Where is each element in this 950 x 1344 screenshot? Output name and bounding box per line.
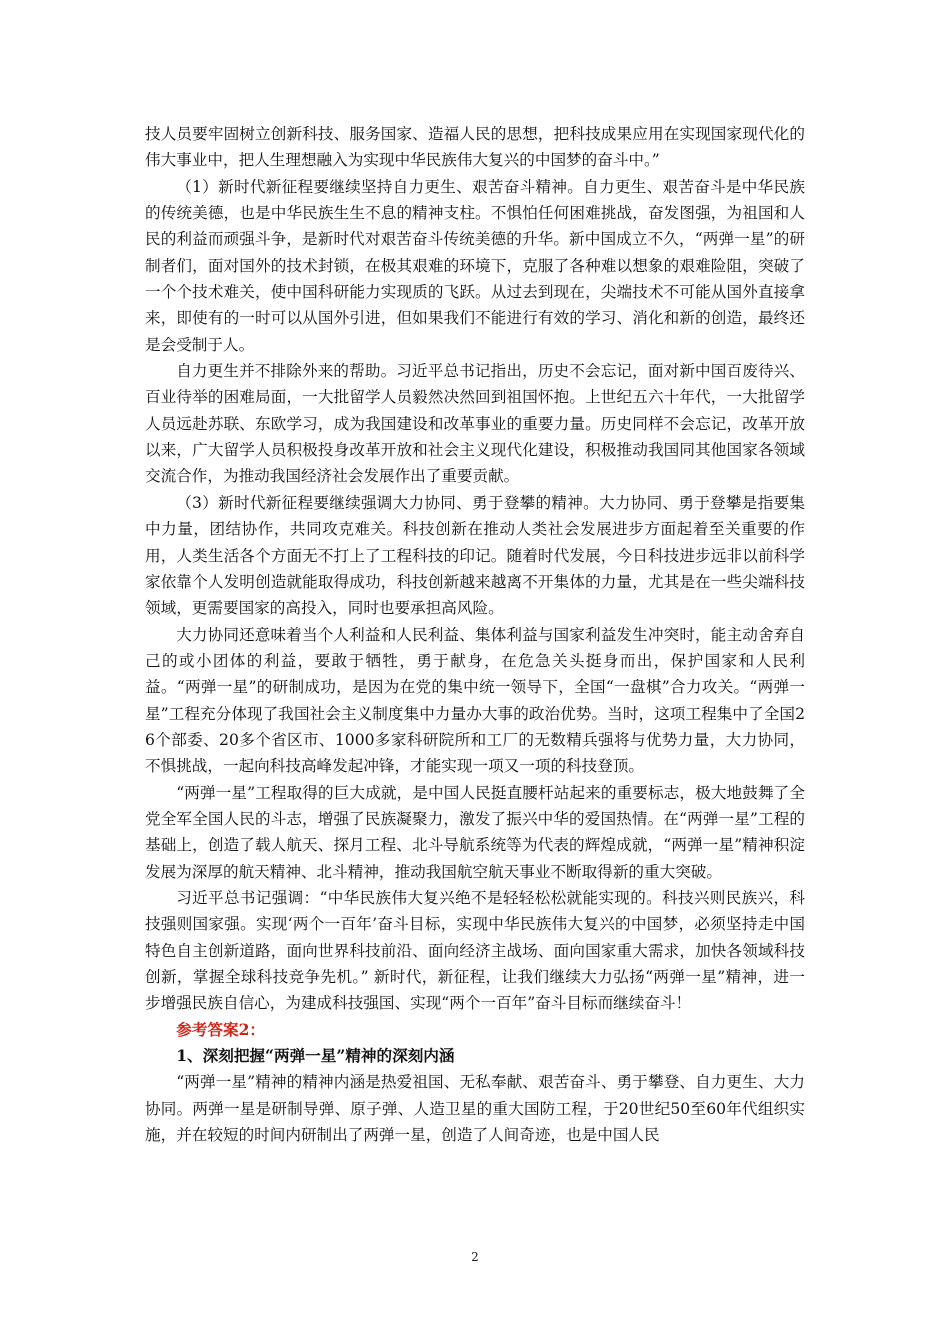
paragraph-collaboration: （3）新时代新征程要继续强调大力协同、勇于登攀的精神。大力协同、勇于登攀是指要集中力量，团结协作，共同攻克难关。科技创新在推动人类社会发展进步方面起着至关重要的作用，人类生活各个方面无不打上了工程科技的印记。随着时代发展，今日科技进步远非以前科学家依靠个人发明创造就能取得成功，科技创新越来越离不开集体的力量，尤其是在一些尖端科技领域，更需要国家的高投入，同时也要承担高风险。: [145, 493, 805, 618]
paragraph-collective-interest: 大力协同还意味着当个人利益和人民利益、集体利益与国家利益发生冲突时，能主动舍弃自己的或小团体的利益，要敢于牺牲，勇于献身，在危急关头挺身而出，保护国家和人民利益。“两弹一星”的研制成功，是因为在党的集中统一领导下，全国“一盘棋”合力攻关。“两弹一星”工程充分体现了我国社会主义制度集中力量办大事的政治优势。当时，这项工程集中了全国26个部委、20多个省区市、1000多家科研院所和工厂的无数精兵强将与优势力量，大力协同，不惧挑战，一起向科技高峰发起冲锋，才能实现一项又一项的科技登顶。: [145, 625, 805, 776]
paragraph-self-reliance: （1）新时代新征程要继续坚持自力更生、艰苦奋斗精神。自力更生、艰苦奋斗是中华民族的传统美德，也是中华民族生生不息的精神支柱。不惧怕任何困难挑战，奋发图强，为祖国和人民的利益而顽强斗争，是新时代对艰苦奋斗传统美德的升华。新中国成立不久，“两弹一星”的研制者们，面对国外的技术封锁，在极其艰难的环境下，克服了各种难以想象的艰难险阻，突破了一个个技术难关，使中国科研能力实现质的飞跃。从过去到现在，尖端技术不可能从国外直接拿来，即使有的一时可以从国外引进，但如果我们不能进行有效的学习、消化和新的创造，最终还是会受制于人。: [145, 177, 805, 354]
document-body: [145, 121, 805, 1148]
section-heading: 1、深刻把握“两弹一星”精神的深刻内涵: [176, 1046, 455, 1066]
paragraph-xi-quote: 习近平总书记强调：“中华民族伟大复兴绝不是轻轻松松就能实现的。科技兴则民族兴，科技强则国家强。实现‘两个一百年’奋斗目标，实现中华民族伟大复兴的中国梦，必须坚持走中国特色自主创新道路，面向世界科技前沿、面向经济主战场、面向国家重大需求，加快各领域科技创新，掌握全球科技竞争先机。” 新时代，新征程，让我们继续大力弘扬“两弹一星”精神，进一步增强民族自信心，为建成科技强国、实现“两个一百年”奋斗目标而继续奋斗！: [145, 888, 805, 1013]
answer-heading: 参考答案2：: [176, 1019, 266, 1039]
paragraph-foreign-help: 自力更生并不排除外来的帮助。习近平总书记指出，历史不会忘记，面对新中国百废待兴、百业待举的困难局面，一大批留学人员毅然决然回到祖国怀抱。上世纪五六十年代，一大批留学人员远赴苏联、东欧学习，成为我国建设和改革事业的重要力量。历史同样不会忘记，改革开放以来，广大留学人员积极投身改革开放和社会主义现代化建设，积极推动我国同其他国家各领域交流合作，为推动我国经济社会发展作出了重要贡献。: [145, 362, 805, 486]
paragraph-continuation: 技人员要牢固树立创新科技、服务国家、造福人民的思想，把科技成果应用在实现国家现代化的伟大事业中，把人生理想融入为实现中华民族伟大复兴的中国梦的奋斗中。”: [145, 125, 805, 170]
paragraph-spirit-meaning: “两弹一星”精神的精神内涵是热爱祖国、无私奉献、艰苦奋斗、勇于攀登、自力更生、大力协同。两弹一星是研制导弹、原子弹、人造卫星的重大国防工程，于20世纪50至60年代组织实施，并在较短的时间内研制出了两弹一星，创造了人间奇迹，也是中国人民: [145, 1073, 805, 1145]
page-number: 2: [471, 1250, 479, 1264]
paragraph-achievements: “两弹一星”工程取得的巨大成就，是中国人民挺直腰杆站起来的重要标志，极大地鼓舞了全党全军全国人民的斗志，增强了民族凝聚力，激发了振兴中华的爱国热情。在“两弹一星”工程的基础上，创造了载人航天、探月工程、北斗导航系统等为代表的辉煌成就，“两弹一星”精神积淀发展为深厚的航天精神、北斗精神，推动我国航空航天事业不断取得新的重大突破。: [145, 783, 805, 881]
